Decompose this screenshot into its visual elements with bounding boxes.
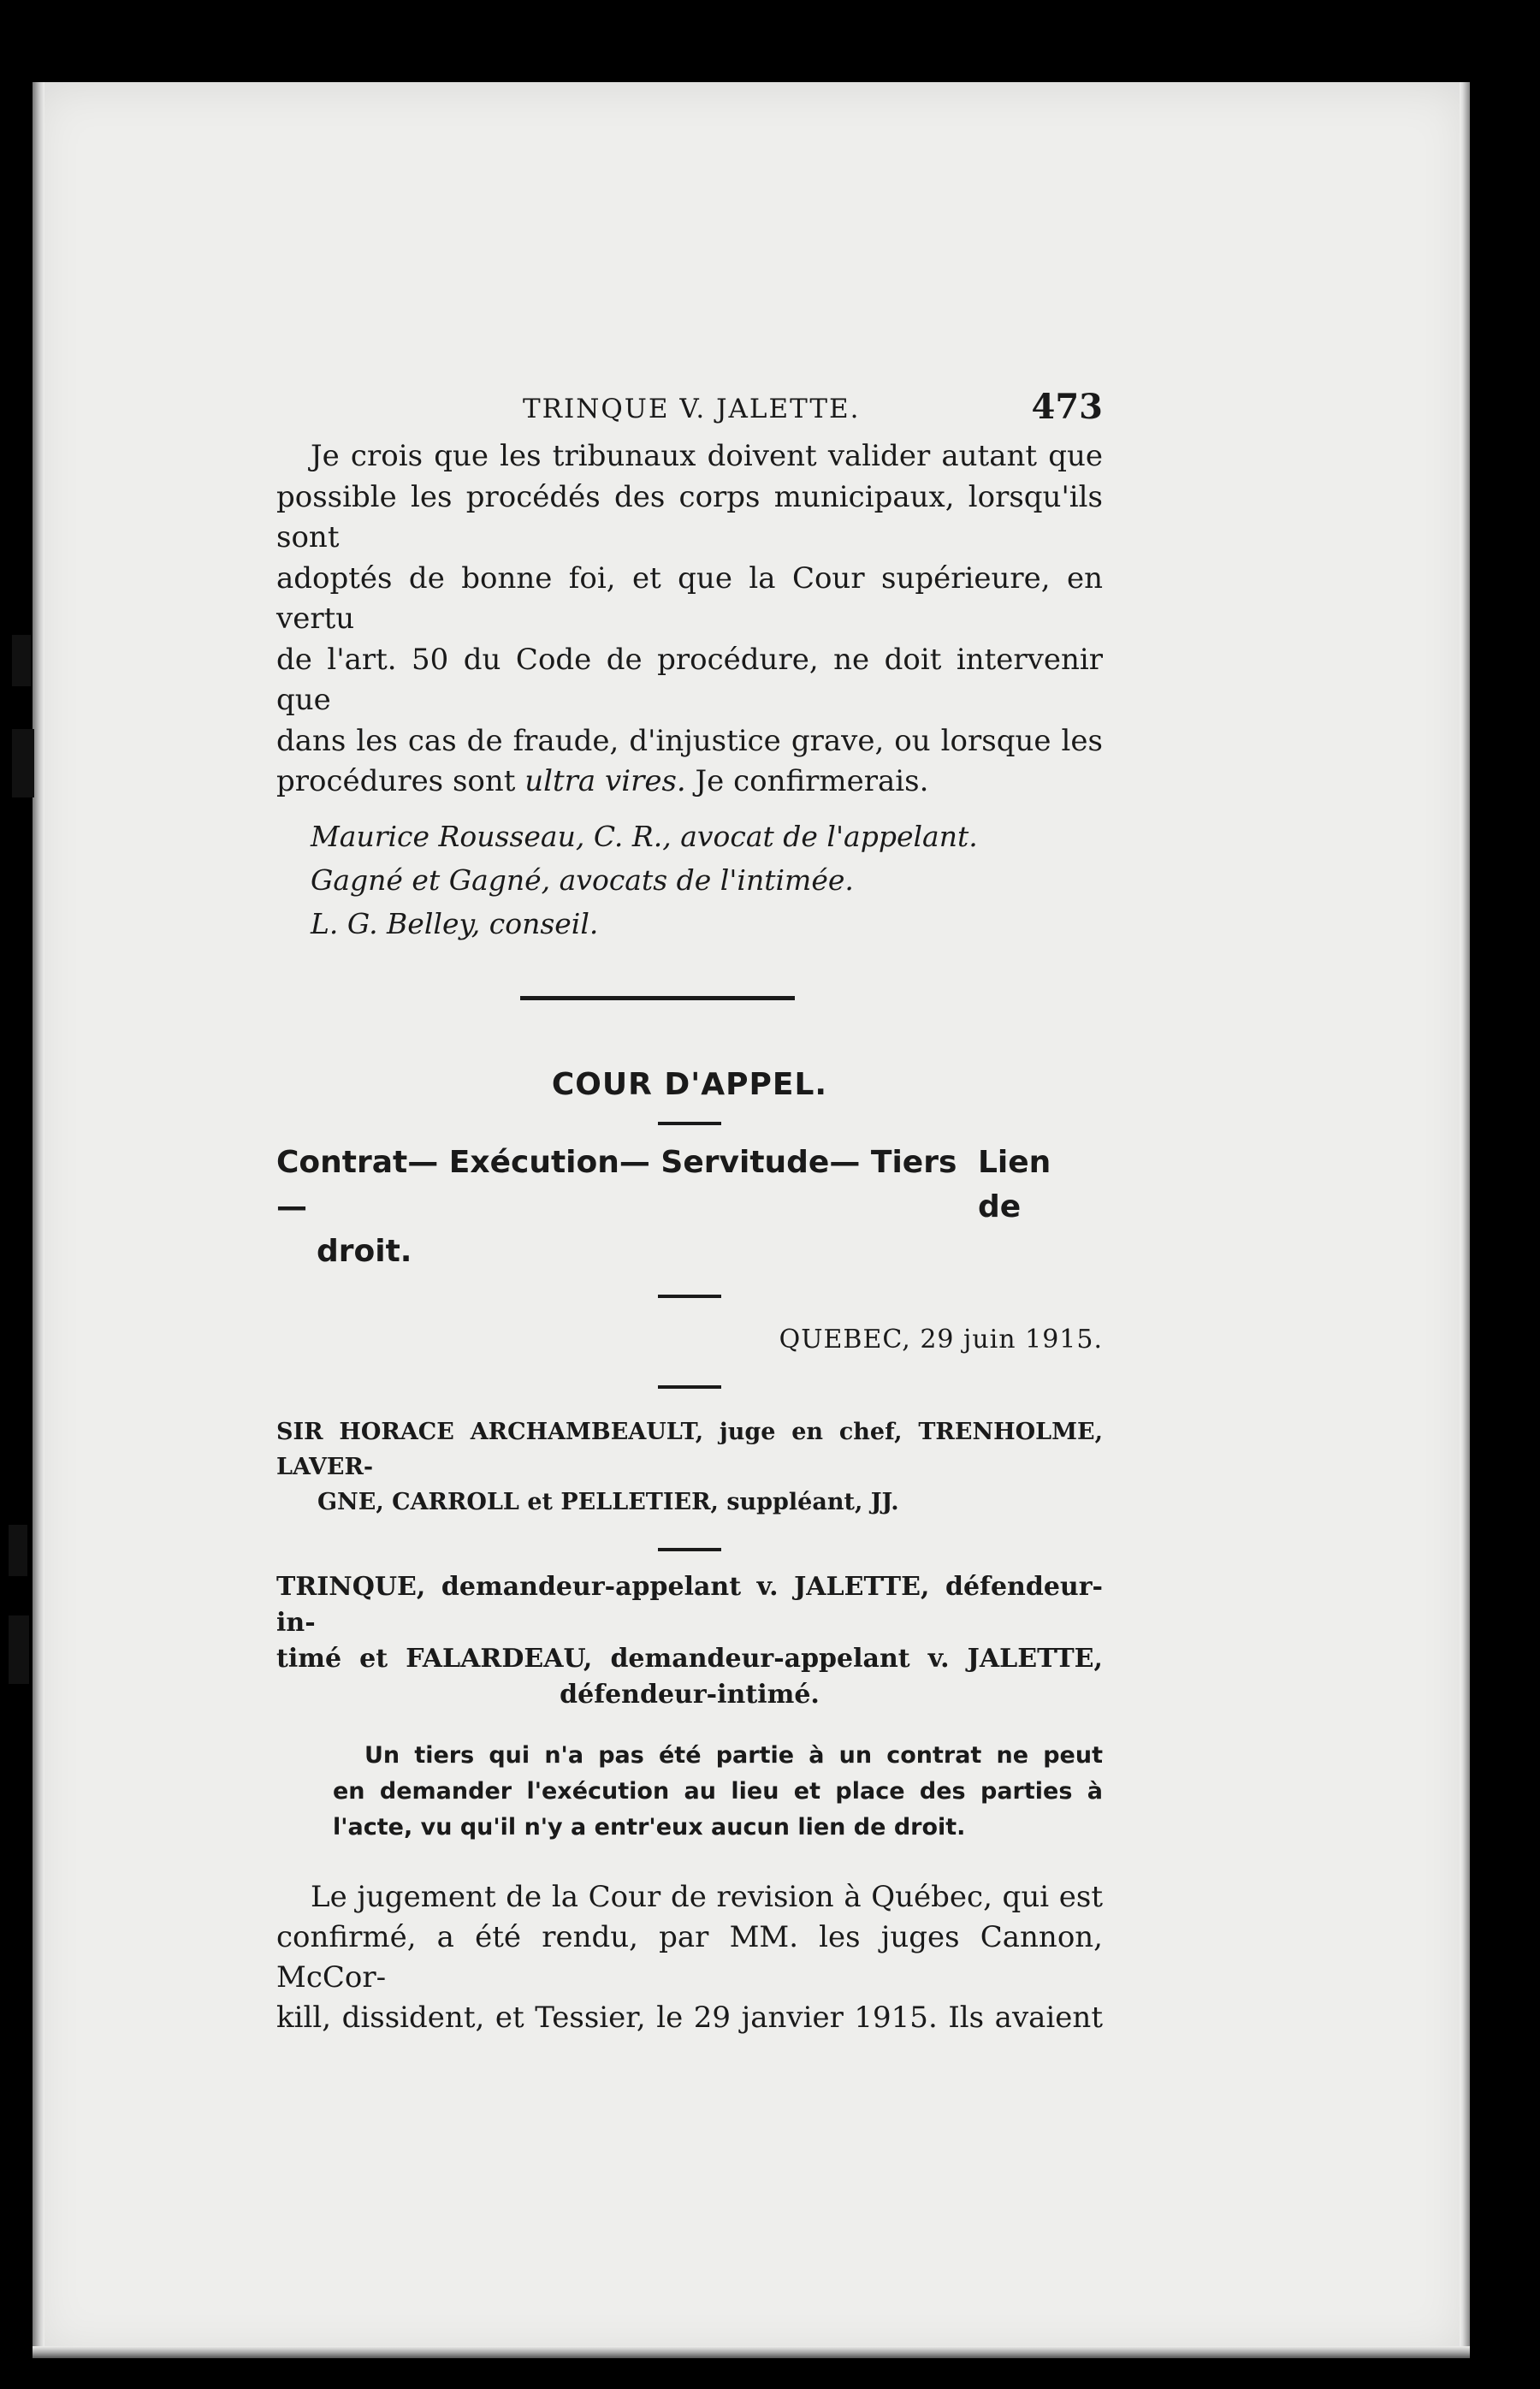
short-rule — [658, 1385, 721, 1389]
bench-judges — [276, 1414, 1103, 1520]
italic-term: ultra vires. — [524, 764, 686, 798]
headnote-line: en demander l'exécution au lieu et place des parties à — [333, 1777, 1103, 1805]
judgment-paragraph — [276, 1877, 1103, 2038]
scan-mark — [12, 635, 31, 686]
parties-line: défendeur-intimé. — [560, 1679, 820, 1710]
parties-line: timé et FALARDEAU, demandeur-appelant v. JALETTE, — [276, 1643, 1103, 1674]
running-title: TRINQUE V. JALETTE. — [523, 394, 861, 424]
short-rule — [658, 1122, 721, 1125]
judges-line: SIR HORACE ARCHAMBEAULT, juge en chef, TRENHOLME, LAVER- — [276, 1418, 1103, 1480]
scan-mark — [9, 1525, 27, 1576]
running-head — [276, 387, 1103, 436]
judgment-line: Le jugement de la Cour de revision à Québec, qui est — [311, 1879, 1103, 1914]
text-line: procédures sont — [276, 764, 525, 798]
subject-keywords-end: Lien de — [977, 1144, 1051, 1224]
judgment-line: confirmé, a été rendu, par MM. les juges Cannon, McCor- — [276, 1919, 1103, 1995]
parties-line: TRINQUE, demandeur-appelant v. JALETTE, défendeur-in- — [276, 1571, 1103, 1638]
subject-keywords: Contrat— Exécution— Servitude— Tiers— — [276, 1144, 957, 1224]
section-divider — [520, 996, 795, 1000]
decision-date: QUEBEC, 29 juin 1915. — [779, 1324, 1103, 1355]
text-line: Je crois que les tribunaux doivent valider autant que — [311, 439, 1103, 473]
text-line: Je confirmerais. — [685, 764, 929, 798]
parties — [276, 1569, 1103, 1713]
headnote — [276, 1738, 1103, 1846]
court-heading: COUR D'APPEL. — [551, 1066, 828, 1102]
text-line: possible les procédés des corps municipaux, lorsqu'ils sont — [276, 479, 1103, 554]
counsel-line: Maurice Rousseau, C. R., avocat de l'appelant. — [311, 819, 978, 853]
subject-heading — [276, 1141, 1103, 1274]
text-line: de l'art. 50 du Code de procédure, ne doit intervenir que — [276, 642, 1103, 717]
page-edge-right — [1460, 82, 1470, 2358]
headnote-line: l'acte, vu qu'il n'y a entr'eux aucun lien de droit. — [333, 1813, 966, 1841]
judges-line: GNE, CARROLL et PELLETIER, suppléant, JJ. — [317, 1488, 899, 1515]
counsel-line: L. G. Belley, conseil. — [311, 906, 599, 940]
page-content — [276, 387, 1103, 2038]
short-rule — [658, 1295, 721, 1298]
headnote-line: Un tiers qui n'a pas été partie à un contrat ne peut — [364, 1741, 1103, 1769]
text-line: dans les cas de fraude, d'injustice grave, ou lorsque les — [276, 723, 1103, 758]
page-edge-left — [33, 82, 44, 2358]
page-edge-bottom — [33, 2346, 1470, 2358]
text-line: adoptés de bonne foi, et que la Cour supérieure, en vertu — [276, 560, 1103, 636]
subject-keywords-continued: droit. — [317, 1233, 412, 1269]
counsel-line: Gagné et Gagné, avocats de l'intimée. — [311, 863, 854, 897]
scan-mark — [12, 729, 34, 797]
page-number: 473 — [1031, 387, 1103, 427]
short-rule — [658, 1548, 721, 1551]
opinion-paragraph — [276, 436, 1103, 803]
counsel-list — [276, 815, 1103, 946]
scan-mark — [9, 1615, 29, 1684]
judgment-line: kill, dissident, et Tessier, le 29 janvier 1915. Ils avaient — [276, 2000, 1103, 2035]
